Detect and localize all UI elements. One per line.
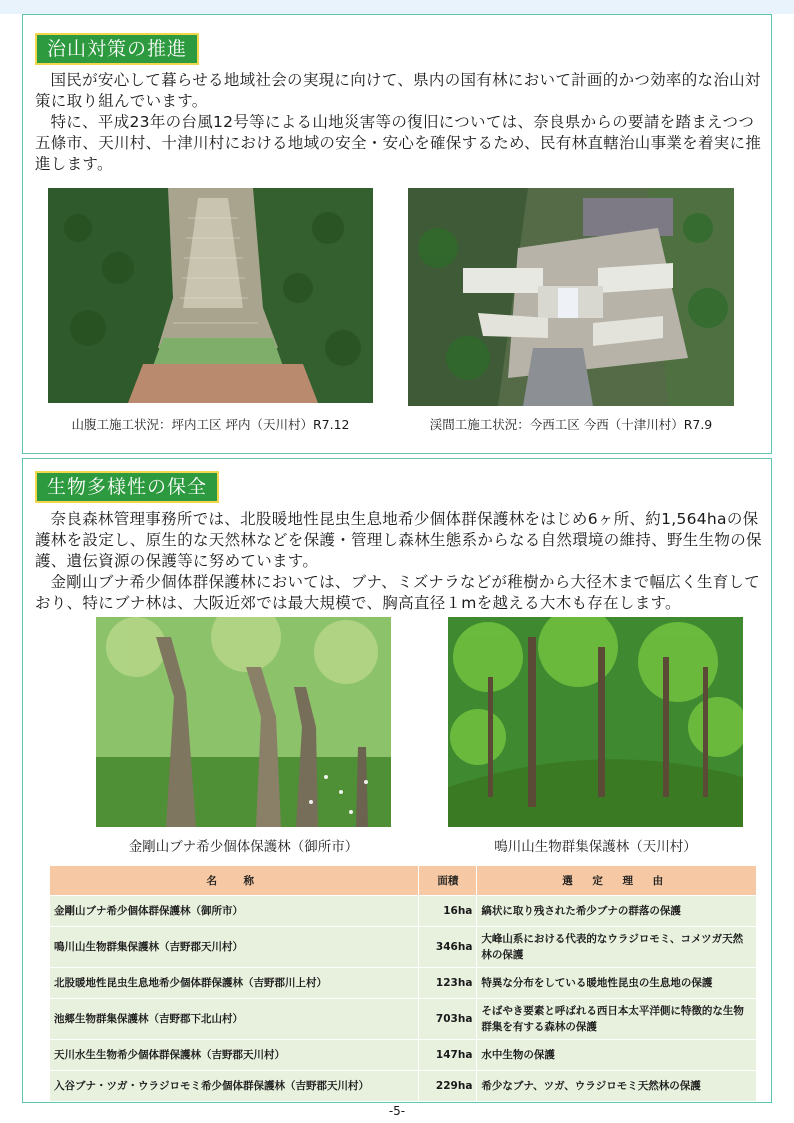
table-cell-area: 123ha (419, 968, 477, 999)
table-cell-area: 147ha (419, 1040, 477, 1071)
table-header-reason: 選 定 理 由 (477, 866, 757, 896)
section-erosion-control (22, 14, 772, 454)
caption-narukawa-forest: 鳴川山生物群集保護林（天川村） (494, 839, 697, 855)
table-row (50, 999, 757, 1040)
caption-beech-forest: 金剛山ブナ希少個体保護林（御所市） (128, 839, 359, 855)
table-cell-area: 346ha (419, 927, 477, 968)
table-cell-area: 16ha (419, 896, 477, 927)
table-header-name: 名 称 (50, 866, 419, 896)
erosion-control-paragraph-1: 国民が安心して暮らせる地域社会の実現に向けて、県内の国有林において計画的かつ効率的な治山対策に取り組んでいます。 (35, 71, 761, 110)
table-row (50, 1040, 757, 1071)
section-biodiversity (22, 458, 772, 1103)
table-cell-reason: 縞状に取り残された希少ブナの群落の保護 (477, 896, 757, 927)
table-cell-area: 229ha (419, 1071, 477, 1102)
table-cell-name: 天川水生生物希少個体群保護林（吉野郡天川村） (50, 1040, 419, 1071)
caption-hillside-works: 山腹工施工状況：坪内工区 坪内（天川村）R7.12 (71, 417, 350, 432)
table-row (50, 968, 757, 999)
section-heading-biodiversity: 生物多様性の保全 (35, 471, 219, 503)
photo-narukawa-forest (448, 617, 743, 827)
table-cell-reason: 希少なブナ、ツガ、ウラジロモミ天然林の保護 (477, 1071, 757, 1102)
table-cell-name: 北股暖地性昆虫生息地希少個体群保護林（吉野郡川上村） (50, 968, 419, 999)
table-cell-name: 池郷生物群集保護林（吉野郡下北山村） (50, 999, 419, 1040)
top-decorative-strip (0, 0, 794, 14)
table-header-row (50, 866, 757, 896)
table-row (50, 896, 757, 927)
table-row (50, 927, 757, 968)
page-number: -5- (388, 1104, 406, 1118)
table-cell-name: 入谷ブナ・ツガ・ウラジロモミ希少個体群保護林（吉野郡天川村） (50, 1071, 419, 1102)
table-cell-name: 金剛山ブナ希少個体群保護林（御所市） (50, 896, 419, 927)
table-cell-reason: 水中生物の保護 (477, 1040, 757, 1071)
photo-check-dam (408, 188, 734, 406)
table-header-area: 面積 (419, 866, 477, 896)
table-cell-reason: 大峰山系における代表的なウラジロモミ、コメツガ天然林の保護 (477, 927, 757, 968)
caption-check-dam: 渓間工施工状況：今西工区 今西（十津川村）R7.9 (429, 417, 713, 432)
biodiversity-paragraph-2: 金剛山ブナ希少個体群保護林においては、ブナ、ミズナラなどが稚樹から大径木まで幅広く生育しており、特にブナ林は、大阪近郊では最大規模で、胸高直径１mを越える大木も存在します。 (35, 573, 761, 612)
protected-forest-table (49, 865, 757, 1102)
table-row (50, 1071, 757, 1102)
photo-beech-forest (96, 617, 391, 827)
photo-hillside-works (48, 188, 373, 403)
section-heading-erosion-control: 治山対策の推進 (35, 33, 199, 65)
table-cell-area: 703ha (419, 999, 477, 1040)
table-cell-reason: そばやき要素と呼ばれる西日本太平洋側に特徴的な生物群集を有する森林の保護 (477, 999, 757, 1040)
table-cell-name: 鳴川山生物群集保護林（吉野郡天川村） (50, 927, 419, 968)
erosion-control-paragraph-2: 特に、平成23年の台風12号等による山地災害等の復旧については、奈良県からの要請を踏まえつつ五條市、天川村、十津川村における地域の安全・安心を確保するため、民有林直轄治山事業を着実に推進します。 (35, 113, 762, 173)
biodiversity-paragraph-1: 奈良森林管理事務所では、北股暖地性昆虫生息地希少個体群保護林をはじめ6ヶ所、約1,564haの保護林を設定し、原生的な天然林などを保護・管理し森林生態系からなる自然環境の維持、野生生物の保護、遺伝資源の保護等に努めています。 (35, 510, 762, 570)
table-cell-reason: 特異な分布をしている暖地性昆虫の生息地の保護 (477, 968, 757, 999)
